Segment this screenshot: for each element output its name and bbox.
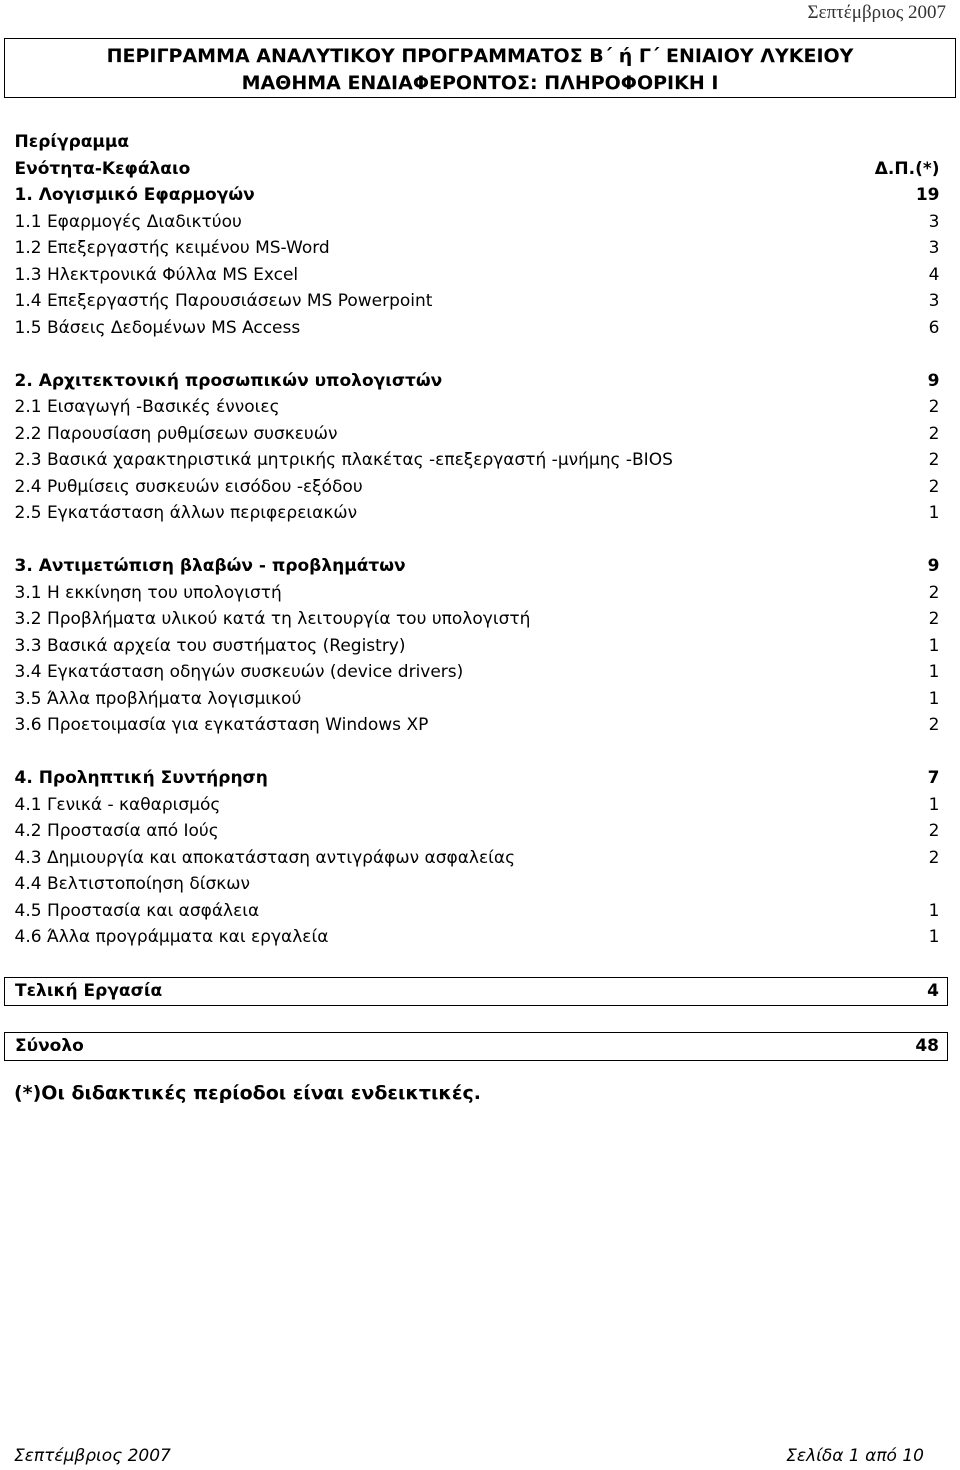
title-line-2: ΜΑΘΗΜΑ ΕΝΔΙΑΦΕΡΟΝΤΟΣ: ΠΛΗΡΟΦΟΡΙΚΗ Ι bbox=[241, 72, 719, 94]
outline-item-row bbox=[5, 288, 948, 315]
outline-item-row-label: 1.2 Επεξεργαστής κειμένου MS-Word bbox=[14, 238, 330, 259]
outline-item-row-hours: 2 bbox=[928, 476, 940, 497]
spacer-row-hours bbox=[849, 1005, 948, 1033]
outline-item-row-label: 1.4 Επεξεργαστής Παρουσιάσεων MS Powerpoint bbox=[14, 291, 433, 312]
outline-item-row-hours: 1 bbox=[928, 662, 940, 683]
section-title-row-label: 2. Αρχιτεκτονική προσωπικών υπολογιστών bbox=[14, 370, 443, 391]
footer-page-number: Σελίδα 1 από 10 bbox=[786, 1446, 924, 1466]
outline-item-row bbox=[5, 235, 948, 262]
outline-item-row bbox=[5, 686, 948, 713]
section-title-row-hours: 7 bbox=[927, 768, 940, 789]
outline-item-row bbox=[5, 712, 948, 739]
spacer-row bbox=[5, 951, 948, 978]
section-title-row-label: 4. Προληπτική Συντήρηση bbox=[14, 768, 268, 789]
spacer-row-label bbox=[5, 1005, 850, 1033]
outline-heading: Περίγραμμα bbox=[14, 132, 130, 153]
outline-item-row bbox=[5, 421, 948, 448]
outline-item-row-hours: 1 bbox=[928, 688, 940, 709]
final-project-row-label: Τελική Εργασία bbox=[5, 978, 850, 1006]
section-title-row-hours: 9 bbox=[927, 370, 940, 391]
spacer-row-hours bbox=[849, 739, 948, 766]
outline-item-row-hours: 2 bbox=[928, 397, 940, 418]
outline-item-row bbox=[5, 818, 948, 845]
spacer-row bbox=[5, 739, 948, 766]
outline-item-row bbox=[5, 606, 948, 633]
outline-item-row-label: 1.5 Βάσεις Δεδομένων MS Access bbox=[14, 317, 301, 338]
footnote: (*)Οι διδακτικές περίοδοι είναι ενδεικτικές. bbox=[14, 1082, 481, 1104]
outline-item-row-label: 1.3 Ηλεκτρονικά Φύλλα MS Excel bbox=[14, 264, 299, 285]
spacer-row-label bbox=[5, 951, 850, 978]
outline-item-row-label: 2.3 Βασικά χαρακτηριστικά μητρικής πλακέτας -επεξεργαστή -μνήμης -BIOS bbox=[14, 450, 673, 471]
outline-item-row-hours: 1 bbox=[928, 927, 940, 948]
document-title-box bbox=[4, 38, 956, 98]
outline-item-row-label: 3.3 Βασικά αρχεία του συστήματος (Registry) bbox=[14, 635, 406, 656]
outline-item-row-hours: 2 bbox=[928, 423, 940, 444]
total-row-hours: 48 bbox=[849, 1033, 948, 1061]
outline-item-row-label: 3.1 Η εκκίνηση του υπολογιστή bbox=[14, 582, 282, 603]
outline-item-row-label: 4.6 Άλλα προγράμματα και εργαλεία bbox=[14, 927, 329, 948]
outline-item-row-hours: 2 bbox=[928, 847, 940, 868]
outline-item-row bbox=[5, 898, 948, 925]
outline-item-row-label: 2.5 Εγκατάσταση άλλων περιφερειακών bbox=[14, 503, 358, 524]
section-title-row-hours: 19 bbox=[915, 185, 940, 206]
column-header-row bbox=[5, 156, 948, 183]
spacer-row bbox=[5, 341, 948, 368]
outline-item-row bbox=[5, 871, 948, 898]
outline-item-row-hours: 3 bbox=[928, 291, 940, 312]
outline-item-row-hours: 2 bbox=[928, 821, 940, 842]
spacer-row-hours bbox=[849, 341, 948, 368]
outline-item-row bbox=[5, 209, 948, 236]
outline-item-row-label: 3.4 Εγκατάσταση οδηγών συσκευών (device drivers) bbox=[14, 662, 464, 683]
spacer-row bbox=[5, 527, 948, 554]
outline-table bbox=[4, 129, 948, 1061]
outline-item-row-label: 3.5 Άλλα προβλήματα λογισμικού bbox=[14, 688, 302, 709]
outline-item-row-label: 3.2 Προβλήματα υλικού κατά τη λειτουργία του υπολογιστή bbox=[14, 609, 531, 630]
column-header-section: Ενότητα-Κεφάλαιο bbox=[14, 158, 191, 179]
outline-item-row-hours: 6 bbox=[928, 317, 940, 338]
outline-item-row-label: 4.2 Προστασία από Ιούς bbox=[14, 821, 219, 842]
section-title-row-label: 1. Λογισμικό Εφαρμογών bbox=[14, 185, 255, 206]
outline-item-row-hours: 4 bbox=[928, 264, 940, 285]
spacer-row-hours bbox=[849, 527, 948, 554]
column-header-hours: Δ.Π.(*) bbox=[874, 158, 940, 179]
footer-date: Σεπτέμβριος 2007 bbox=[14, 1446, 171, 1466]
section-title-row-label: 3. Αντιμετώπιση βλαβών - προβλημάτων bbox=[14, 556, 406, 577]
spacer-row bbox=[5, 1005, 948, 1033]
outline-item-row bbox=[5, 924, 948, 951]
outline-item-row bbox=[5, 315, 948, 342]
page-header-date: Σεπτέμβριος 2007 bbox=[807, 2, 946, 23]
outline-item-row bbox=[5, 447, 948, 474]
spacer-row-label bbox=[5, 527, 850, 554]
outline-item-row-label: 2.4 Ρυθμίσεις συσκευών εισόδου -εξόδου bbox=[14, 476, 363, 497]
spacer-row-label bbox=[5, 341, 850, 368]
outline-item-row-label: 3.6 Προετοιμασία για εγκατάσταση Windows XP bbox=[14, 715, 429, 736]
outline-item-row-hours: 1 bbox=[928, 900, 940, 921]
outline-item-row-label: 4.5 Προστασία και ασφάλεια bbox=[14, 900, 260, 921]
outline-item-row bbox=[5, 500, 948, 527]
outline-item-row-label: 4.3 Δημιουργία και αποκατάσταση αντιγράφων ασφαλείας bbox=[14, 847, 516, 868]
outline-item-row-hours: 1 bbox=[928, 635, 940, 656]
outline-item-row-hours: 1 bbox=[928, 503, 940, 524]
outline-item-row bbox=[5, 474, 948, 501]
outline-item-row-label: 4.1 Γενικά - καθαρισμός bbox=[14, 794, 221, 815]
section-title-row bbox=[5, 368, 948, 395]
outline-item-row-hours: 3 bbox=[928, 238, 940, 259]
outline-item-row-hours bbox=[849, 871, 948, 898]
outline-item-row-label: 2.1 Εισαγωγή -Βασικές έννοιες bbox=[14, 397, 280, 418]
outline-item-row-hours: 2 bbox=[928, 609, 940, 630]
outline-item-row-hours: 2 bbox=[928, 450, 940, 471]
outline-item-row bbox=[5, 845, 948, 872]
outline-item-row-label: 1.1 Εφαρμογές Διαδικτύου bbox=[14, 211, 242, 232]
section-title-row bbox=[5, 182, 948, 209]
section-title-row bbox=[5, 553, 948, 580]
outline-item-row bbox=[5, 792, 948, 819]
section-title-row-hours: 9 bbox=[927, 556, 940, 577]
outline-item-row-label: 2.2 Παρουσίαση ρυθμίσεων συσκευών bbox=[14, 423, 338, 444]
outline-heading-row bbox=[5, 129, 948, 156]
outline-item-row bbox=[5, 394, 948, 421]
title-line-1: ΠΕΡΙΓΡΑΜΜΑ ΑΝΑΛΥΤΙΚΟΥ ΠΡΟΓΡΑΜΜΑΤΟΣ Β΄ ή Γ΄ ΕΝΙΑΙΟΥ ΛΥΚΕΙΟΥ bbox=[106, 45, 854, 67]
outline-item-row-hours: 2 bbox=[928, 582, 940, 603]
outline-item-row-hours: 2 bbox=[928, 715, 940, 736]
total-row-label: Σύνολο bbox=[5, 1033, 850, 1061]
outline-item-row-hours: 3 bbox=[928, 211, 940, 232]
total-row bbox=[5, 1033, 948, 1061]
outline-item-row-hours: 1 bbox=[928, 794, 940, 815]
outline-item-row-label: 4.4 Βελτιστοποίηση δίσκων bbox=[14, 874, 251, 895]
spacer-row-label bbox=[5, 739, 850, 766]
outline-item-row bbox=[5, 633, 948, 660]
outline-item-row bbox=[5, 580, 948, 607]
spacer-row-hours bbox=[849, 951, 948, 978]
section-title-row bbox=[5, 765, 948, 792]
outline-item-row bbox=[5, 659, 948, 686]
outline-item-row bbox=[5, 262, 948, 289]
final-project-row-hours: 4 bbox=[849, 978, 948, 1006]
final-project-row bbox=[5, 978, 948, 1006]
